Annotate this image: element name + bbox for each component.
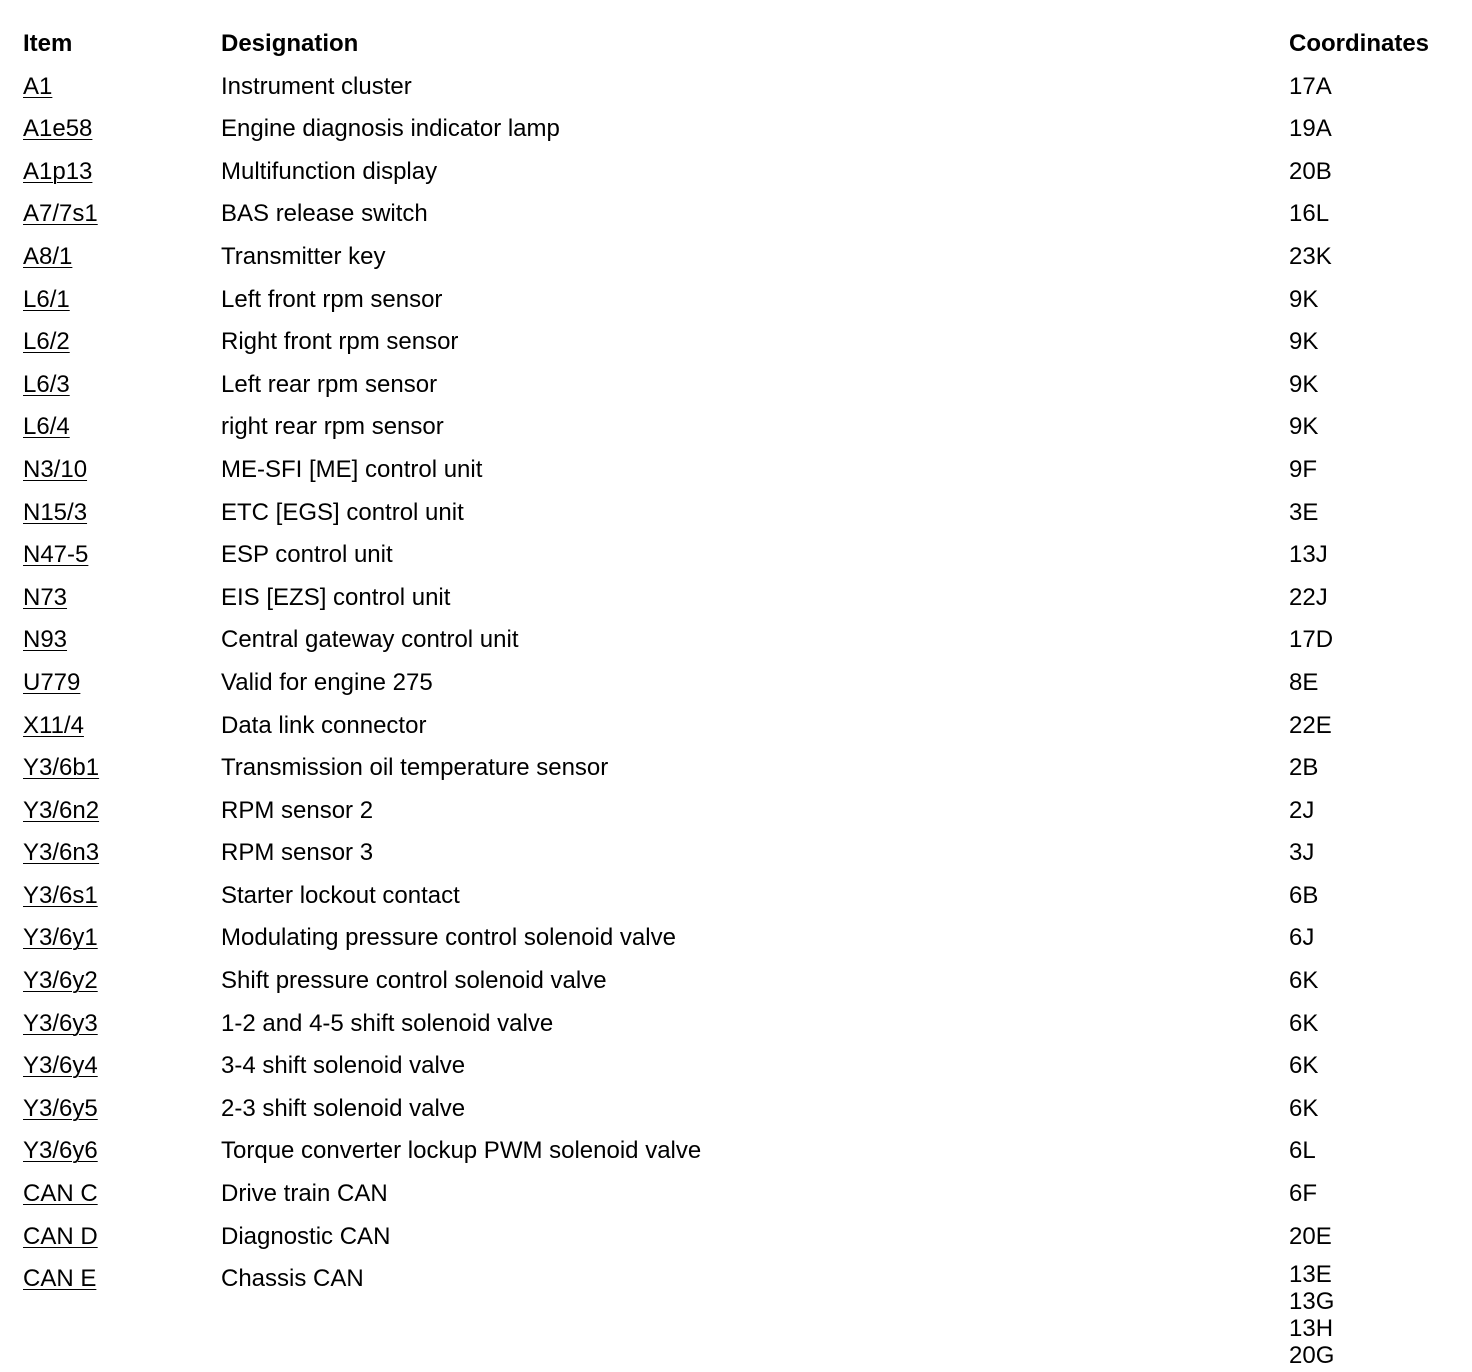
designation-text: Transmission oil temperature sensor bbox=[221, 754, 609, 782]
item-link[interactable]: X11/4 bbox=[23, 711, 84, 739]
coordinate-value: 9K bbox=[1289, 413, 1319, 441]
coordinate-value: 16L bbox=[1289, 200, 1330, 228]
coordinate-value: 9K bbox=[1289, 328, 1319, 356]
coordinate-value: 6F bbox=[1289, 1180, 1318, 1208]
item-link[interactable]: CAN D bbox=[23, 1222, 98, 1250]
header-item: Item bbox=[23, 30, 73, 57]
table-row bbox=[0, 1133, 1472, 1176]
designation-text: Torque converter lockup PWM solenoid valve bbox=[221, 1137, 702, 1165]
coordinate-value: 23K bbox=[1289, 242, 1332, 270]
coordinate-value: 22E bbox=[1289, 711, 1332, 739]
coordinate-value: 13J bbox=[1289, 541, 1328, 569]
item-link[interactable]: N15/3 bbox=[23, 498, 88, 526]
coordinate-value: 17A bbox=[1289, 72, 1332, 100]
components-table bbox=[0, 26, 1472, 1370]
coordinate-value: 6K bbox=[1289, 1009, 1319, 1037]
designation-text: 1-2 and 4-5 shift solenoid valve bbox=[221, 1009, 554, 1037]
designation-text: 3-4 shift solenoid valve bbox=[221, 1052, 466, 1080]
designation-text: Starter lockout contact bbox=[221, 881, 460, 909]
table-row bbox=[0, 1176, 1472, 1219]
coordinate-value: 20B bbox=[1289, 157, 1332, 185]
item-link[interactable]: CAN C bbox=[23, 1180, 98, 1208]
designation-text: Chassis CAN bbox=[221, 1265, 364, 1293]
designation-text: Instrument cluster bbox=[221, 72, 412, 100]
item-link[interactable]: Y3/6n3 bbox=[23, 839, 100, 867]
item-link[interactable]: Y3/6y4 bbox=[23, 1052, 98, 1080]
designation-text: Left rear rpm sensor bbox=[221, 370, 438, 398]
coordinate-value: 13G bbox=[1289, 1288, 1335, 1316]
coordinate-value: 13H bbox=[1289, 1315, 1334, 1343]
coordinate-value: 6J bbox=[1289, 924, 1315, 952]
table-row bbox=[0, 367, 1472, 410]
item-link[interactable]: A8/1 bbox=[23, 242, 73, 270]
table-row bbox=[0, 1006, 1472, 1049]
coordinate-value: 2B bbox=[1289, 754, 1319, 782]
item-link[interactable]: L6/3 bbox=[23, 370, 70, 398]
designation-text: Data link connector bbox=[221, 711, 427, 739]
table-row bbox=[0, 920, 1472, 963]
coordinate-value: 2J bbox=[1289, 796, 1315, 824]
designation-text: Right front rpm sensor bbox=[221, 328, 459, 356]
item-link[interactable]: Y3/6y5 bbox=[23, 1094, 98, 1122]
designation-text: BAS release switch bbox=[221, 200, 428, 228]
table-row bbox=[0, 154, 1472, 197]
designation-text: RPM sensor 3 bbox=[221, 839, 374, 867]
header-coordinates: Coordinates bbox=[1289, 30, 1430, 57]
table-body bbox=[0, 69, 1472, 1262]
designation-text: Shift pressure control solenoid valve bbox=[221, 967, 607, 995]
table-row bbox=[0, 878, 1472, 921]
table-row bbox=[0, 1091, 1472, 1134]
item-link[interactable]: Y3/6b1 bbox=[23, 754, 100, 782]
item-link[interactable]: U779 bbox=[23, 668, 81, 696]
coordinate-value: 3J bbox=[1289, 839, 1315, 867]
designation-text: Central gateway control unit bbox=[221, 626, 519, 654]
item-link[interactable]: A1 bbox=[23, 72, 53, 100]
table-row bbox=[0, 622, 1472, 665]
designation-text: Modulating pressure control solenoid valve bbox=[221, 924, 676, 952]
item-link[interactable]: Y3/6s1 bbox=[23, 881, 98, 909]
coordinate-value: 9K bbox=[1289, 370, 1319, 398]
table-row bbox=[0, 324, 1472, 367]
table-row bbox=[0, 69, 1472, 112]
item-link[interactable]: L6/1 bbox=[23, 285, 70, 313]
coordinate-value: 17D bbox=[1289, 626, 1334, 654]
coordinate-value: 9F bbox=[1289, 455, 1318, 483]
designation-text: Valid for engine 275 bbox=[221, 668, 433, 696]
item-link[interactable]: L6/4 bbox=[23, 413, 70, 441]
table-row bbox=[0, 282, 1472, 325]
table-row bbox=[0, 1261, 1472, 1370]
table-row bbox=[0, 963, 1472, 1006]
designation-text: Engine diagnosis indicator lamp bbox=[221, 115, 560, 143]
designation-text: Multifunction display bbox=[221, 157, 438, 185]
table-row bbox=[0, 537, 1472, 580]
item-link[interactable]: N93 bbox=[23, 626, 68, 654]
designation-text: Diagnostic CAN bbox=[221, 1222, 391, 1250]
item-link[interactable]: Y3/6y2 bbox=[23, 967, 98, 995]
designation-text: 2-3 shift solenoid valve bbox=[221, 1094, 466, 1122]
item-link[interactable]: A1p13 bbox=[23, 157, 93, 185]
table-row bbox=[0, 708, 1472, 751]
coordinates-list bbox=[1289, 1261, 1334, 1369]
item-link[interactable]: Y3/6y1 bbox=[23, 924, 98, 952]
table-row bbox=[0, 196, 1472, 239]
table-row bbox=[0, 580, 1472, 623]
coordinate-value: 6K bbox=[1289, 967, 1319, 995]
designation-text: Drive train CAN bbox=[221, 1180, 388, 1208]
table-row bbox=[0, 750, 1472, 793]
table-row bbox=[0, 495, 1472, 538]
item-link[interactable]: Y3/6n2 bbox=[23, 796, 100, 824]
designation-text: right rear rpm sensor bbox=[221, 413, 444, 441]
designation-text: Transmitter key bbox=[221, 242, 386, 270]
coordinate-value: 8E bbox=[1289, 668, 1319, 696]
coordinate-value: 6L bbox=[1289, 1137, 1316, 1165]
coordinate-value: 19A bbox=[1289, 115, 1332, 143]
coordinate-value: 20G bbox=[1289, 1342, 1335, 1370]
item-link[interactable]: A7/7s1 bbox=[23, 200, 98, 228]
designation-text: RPM sensor 2 bbox=[221, 796, 374, 824]
coordinate-value: 9K bbox=[1289, 285, 1319, 313]
table-row bbox=[0, 1048, 1472, 1091]
coordinate-value: 20E bbox=[1289, 1222, 1332, 1250]
header-designation: Designation bbox=[221, 30, 359, 57]
coordinate-value: 13E bbox=[1289, 1261, 1332, 1289]
item-link[interactable]: Y3/6y3 bbox=[23, 1009, 98, 1037]
table-row bbox=[0, 452, 1472, 495]
table-row bbox=[0, 111, 1472, 154]
table-row bbox=[0, 409, 1472, 452]
designation-text: EIS [EZS] control unit bbox=[221, 583, 451, 611]
item-link[interactable]: N73 bbox=[23, 583, 68, 611]
table-row bbox=[0, 793, 1472, 836]
table-row bbox=[0, 665, 1472, 708]
designation-text: ME-SFI [ME] control unit bbox=[221, 455, 483, 483]
coordinate-value: 22J bbox=[1289, 583, 1328, 611]
item-link[interactable]: N47-5 bbox=[23, 541, 89, 569]
table-row bbox=[0, 835, 1472, 878]
coordinate-value: 6B bbox=[1289, 881, 1319, 909]
designation-text: ESP control unit bbox=[221, 541, 393, 569]
designation-text: ETC [EGS] control unit bbox=[221, 498, 464, 526]
coordinate-value: 6K bbox=[1289, 1052, 1319, 1080]
item-link[interactable]: L6/2 bbox=[23, 328, 70, 356]
coordinate-value: 6K bbox=[1289, 1094, 1319, 1122]
item-link[interactable]: CAN E bbox=[23, 1265, 97, 1293]
table-row bbox=[0, 1219, 1472, 1262]
table-header bbox=[0, 26, 1472, 69]
item-link[interactable]: A1e58 bbox=[23, 115, 93, 143]
item-link[interactable]: Y3/6y6 bbox=[23, 1137, 98, 1165]
item-link[interactable]: N3/10 bbox=[23, 455, 88, 483]
coordinate-value: 3E bbox=[1289, 498, 1319, 526]
designation-text: Left front rpm sensor bbox=[221, 285, 443, 313]
table-row bbox=[0, 239, 1472, 282]
